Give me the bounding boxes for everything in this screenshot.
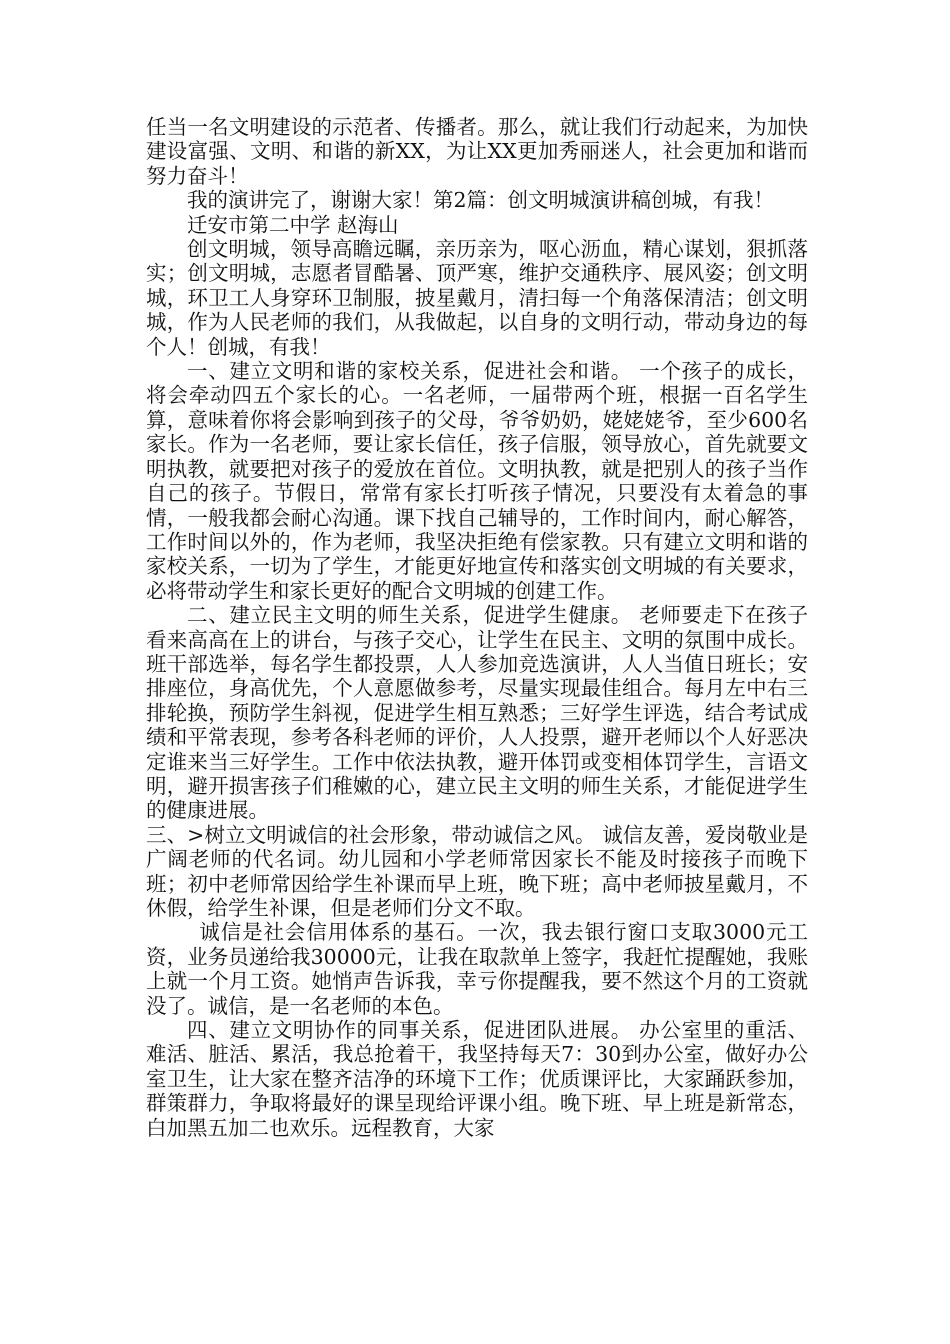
paragraph-section-1: 一、建立文明和谐的家校关系，促进社会和谐。 一个孩子的成长，将会牵动四五个家长的心。一名老师，一届带两个班，根据一百名学生算，意味着你将会影响到孩子的父母，爷爷奶奶，姥姥姥爷，至少600名家长。作为一名老师，要让家长信任，孩子信服，领导放心，首先就要文明执教，就要把对孩子的爱放在首位。文明执教，就是把别人的孩子当作自己的孩子。节假日，常常有家长打听孩子情况，只要没有太着急的事情，一般我都会耐心沟通。课下找自己辅导的，工作时间内，耐心解答，工作时间以外的，作为老师，我坚决拒绝有偿家教。只有建立文明和谐的家校关系，一切为了学生，才能更好地宣传和落实创文明城的有关要求，必将带动学生和家长更好的配合文明城的创建工作。 xyxy=(146,359,808,603)
paragraph-closing: 任当一名文明建设的示范者、传播者。那么，就让我们行动起来，为加快建设富强、文明、和谐的新XX，为让XX更加秀丽迷人，社会更加和谐而努力奋斗！ xyxy=(146,115,808,188)
paragraph-author: 迁安市第二中学 赵海山 xyxy=(187,212,399,237)
paragraph-integrity: 诚信是社会信用体系的基石。一次，我去银行窗口支取3000元工资，业务员递给我30000元，让我在取款单上签字，我赶忙提醒她，我账上就一个月工资。她悄声告诉我，幸亏你提醒我，要不然这个月的工资就没了。诚信，是一名老师的本色。 xyxy=(146,920,808,1018)
paragraph-intro: 创文明城，领导高瞻远瞩，亲历亲为，呕心沥血，精心谋划，狠抓落实；创文明城，志愿者冒酷暑、顶严寒，维护交通秩序、展风姿；创文明城，环卫工人身穿环卫制服，披星戴月，清扫每一个角落保清洁；创文明城，作为人民老师的我们，从我做起，以自身的文明行动，带动身边的每个人！创城，有我！ xyxy=(146,237,808,359)
document-body xyxy=(146,115,808,1140)
paragraph-section-3: 三、>树立文明诚信的社会形象，带动诚信之风。 诚信友善，爱岗敬业是广阔老师的代名词。幼儿园和小学老师常因家长不能及时接孩子而晚下班；初中老师常因给学生补课而早上班，晚下班；高中老师披星戴月，不休假，给学生补课，但是老师们分文不取。 xyxy=(146,822,808,920)
paragraph-speech-end: 我的演讲完了，谢谢大家！第2篇：创文明城演讲稿创城，有我！ xyxy=(187,188,775,213)
paragraph-section-4: 四、建立文明协作的同事关系，促进团队进展。 办公室里的重活、难活、脏活、累活，我总抢着干，我坚持每天7：30到办公室，做好办公室卫生，让大家在整齐洁净的环境下工作；优质课评比，大家踊跃参加，群策群力，争取将最好的课呈现给评课小组。晚下班、早上班是新常态，白加黑五加二也欢乐。远程教育，大家 xyxy=(146,1018,808,1140)
paragraph-section-2: 二、建立民主文明的师生关系，促进学生健康。 老师要走下在孩子看来高高在上的讲台，与孩子交心，让学生在民主、文明的氛围中成长。班干部选举，每名学生都投票，人人参加竞选演讲，人人当值日班长；安排座位，身高优先，个人意愿做参考，尽量实现最佳组合。每月左中右三排轮换，预防学生斜视，促进学生相互熟悉；三好学生评选，结合考试成绩和平常表现，参考各科老师的评价，人人投票，避开老师以个人好恶决定谁来当三好学生。工作中依法执教，避开体罚或变相体罚学生，言语文明，避开损害孩子们稚嫩的心，建立民主文明的师生关系，才能促进学生的健康进展。 xyxy=(146,603,808,823)
